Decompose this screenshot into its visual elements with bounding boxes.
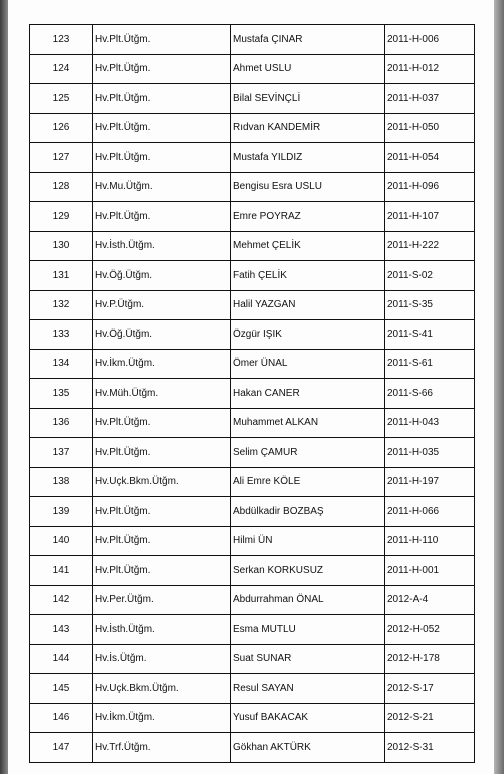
registry-number-cell: 2012-H-178 xyxy=(385,644,475,674)
table-row xyxy=(30,25,475,55)
rank-cell: Hv.İkm.Ütğm. xyxy=(93,349,231,379)
table-row xyxy=(30,556,475,586)
rank-cell: Hv.Uçk.Bkm.Ütğm. xyxy=(93,674,231,704)
name-cell: Gökhan AKTÜRK xyxy=(231,733,385,763)
name-cell: Özgür IŞIK xyxy=(231,320,385,350)
row-number-cell: 137 xyxy=(30,438,93,468)
table-row xyxy=(30,526,475,556)
name-cell: Serkan KORKUSUZ xyxy=(231,556,385,586)
document-page xyxy=(8,0,494,774)
registry-number-cell: 2011-S-61 xyxy=(385,349,475,379)
name-cell: Ahmet USLU xyxy=(231,54,385,84)
row-number-cell: 126 xyxy=(30,113,93,143)
name-cell: Fatih ÇELİK xyxy=(231,261,385,291)
rank-cell: Hv.Öğ.Ütğm. xyxy=(93,320,231,350)
rank-cell: Hv.P.Ütğm. xyxy=(93,290,231,320)
row-number-cell: 142 xyxy=(30,585,93,615)
rank-cell: Hv.İs.Ütğm. xyxy=(93,644,231,674)
table-row xyxy=(30,585,475,615)
rank-cell: Hv.Plt.Ütğm. xyxy=(93,556,231,586)
registry-number-cell: 2011-H-043 xyxy=(385,408,475,438)
rank-cell: Hv.İsth.Ütğm. xyxy=(93,615,231,645)
row-number-cell: 129 xyxy=(30,202,93,232)
name-cell: Esma MUTLU xyxy=(231,615,385,645)
rank-cell: Hv.Per.Ütğm. xyxy=(93,585,231,615)
table-row xyxy=(30,497,475,527)
registry-number-cell: 2011-H-001 xyxy=(385,556,475,586)
name-cell: Halil YAZGAN xyxy=(231,290,385,320)
row-number-cell: 128 xyxy=(30,172,93,202)
row-number-cell: 144 xyxy=(30,644,93,674)
row-number-cell: 124 xyxy=(30,54,93,84)
rank-cell: Hv.Plt.Ütğm. xyxy=(93,143,231,173)
personnel-table xyxy=(29,24,475,763)
table-row xyxy=(30,703,475,733)
name-cell: Bengisu Esra USLU xyxy=(231,172,385,202)
row-number-cell: 141 xyxy=(30,556,93,586)
registry-number-cell: 2011-H-197 xyxy=(385,467,475,497)
table-row xyxy=(30,674,475,704)
rank-cell: Hv.Öğ.Ütğm. xyxy=(93,261,231,291)
registry-number-cell: 2011-H-222 xyxy=(385,231,475,261)
rank-cell: Hv.Plt.Ütğm. xyxy=(93,54,231,84)
row-number-cell: 139 xyxy=(30,497,93,527)
row-number-cell: 136 xyxy=(30,408,93,438)
name-cell: Hilmi ÜN xyxy=(231,526,385,556)
table-row xyxy=(30,644,475,674)
rank-cell: Hv.Uçk.Bkm.Ütğm. xyxy=(93,467,231,497)
rank-cell: Hv.Plt.Ütğm. xyxy=(93,113,231,143)
name-cell: Ali Emre KÖLE xyxy=(231,467,385,497)
row-number-cell: 138 xyxy=(30,467,93,497)
rank-cell: Hv.Plt.Ütğm. xyxy=(93,84,231,114)
table-row xyxy=(30,261,475,291)
table-row xyxy=(30,379,475,409)
registry-number-cell: 2012-A-4 xyxy=(385,585,475,615)
name-cell: Emre POYRAZ xyxy=(231,202,385,232)
rank-cell: Hv.Mu.Ütğm. xyxy=(93,172,231,202)
table-row xyxy=(30,467,475,497)
row-number-cell: 145 xyxy=(30,674,93,704)
name-cell: Abdülkadir BOZBAŞ xyxy=(231,497,385,527)
registry-number-cell: 2011-H-096 xyxy=(385,172,475,202)
name-cell: Abdurrahman ÖNAL xyxy=(231,585,385,615)
name-cell: Mehmet ÇELİK xyxy=(231,231,385,261)
registry-number-cell: 2011-H-035 xyxy=(385,438,475,468)
registry-number-cell: 2011-H-054 xyxy=(385,143,475,173)
table-row xyxy=(30,408,475,438)
rank-cell: Hv.İkm.Ütğm. xyxy=(93,703,231,733)
registry-number-cell: 2011-H-006 xyxy=(385,25,475,55)
registry-number-cell: 2012-S-31 xyxy=(385,733,475,763)
name-cell: Selim ÇAMUR xyxy=(231,438,385,468)
name-cell: Resul SAYAN xyxy=(231,674,385,704)
registry-number-cell: 2011-H-107 xyxy=(385,202,475,232)
name-cell: Muhammet ALKAN xyxy=(231,408,385,438)
rank-cell: Hv.Plt.Ütğm. xyxy=(93,408,231,438)
table-row xyxy=(30,202,475,232)
table-row xyxy=(30,231,475,261)
registry-number-cell: 2011-S-02 xyxy=(385,261,475,291)
registry-number-cell: 2011-S-35 xyxy=(385,290,475,320)
table-row xyxy=(30,320,475,350)
rank-cell: Hv.Plt.Ütğm. xyxy=(93,25,231,55)
name-cell: Bilal SEVİNÇLİ xyxy=(231,84,385,114)
row-number-cell: 146 xyxy=(30,703,93,733)
rank-cell: Hv.İsth.Ütğm. xyxy=(93,231,231,261)
table-row xyxy=(30,290,475,320)
registry-number-cell: 2012-S-21 xyxy=(385,703,475,733)
name-cell: Suat SUNAR xyxy=(231,644,385,674)
row-number-cell: 133 xyxy=(30,320,93,350)
row-number-cell: 130 xyxy=(30,231,93,261)
registry-number-cell: 2012-S-17 xyxy=(385,674,475,704)
registry-number-cell: 2011-S-41 xyxy=(385,320,475,350)
table-row xyxy=(30,615,475,645)
name-cell: Rıdvan KANDEMİR xyxy=(231,113,385,143)
table-row xyxy=(30,84,475,114)
registry-number-cell: 2011-H-066 xyxy=(385,497,475,527)
table-row xyxy=(30,349,475,379)
row-number-cell: 135 xyxy=(30,379,93,409)
row-number-cell: 131 xyxy=(30,261,93,291)
table-row xyxy=(30,54,475,84)
table-row xyxy=(30,733,475,763)
row-number-cell: 132 xyxy=(30,290,93,320)
rank-cell: Hv.Plt.Ütğm. xyxy=(93,202,231,232)
row-number-cell: 127 xyxy=(30,143,93,173)
scan-left-edge xyxy=(0,0,8,774)
row-number-cell: 143 xyxy=(30,615,93,645)
rank-cell: Hv.Trf.Ütğm. xyxy=(93,733,231,763)
name-cell: Hakan CANER xyxy=(231,379,385,409)
row-number-cell: 134 xyxy=(30,349,93,379)
row-number-cell: 147 xyxy=(30,733,93,763)
name-cell: Mustafa YILDIZ xyxy=(231,143,385,173)
rank-cell: Hv.Müh.Ütğm. xyxy=(93,379,231,409)
registry-number-cell: 2011-S-66 xyxy=(385,379,475,409)
table-row xyxy=(30,113,475,143)
table-row xyxy=(30,172,475,202)
name-cell: Yusuf BAKACAK xyxy=(231,703,385,733)
rank-cell: Hv.Plt.Ütğm. xyxy=(93,526,231,556)
registry-number-cell: 2011-H-037 xyxy=(385,84,475,114)
table-row xyxy=(30,143,475,173)
rank-cell: Hv.Plt.Ütğm. xyxy=(93,497,231,527)
registry-number-cell: 2012-H-052 xyxy=(385,615,475,645)
name-cell: Mustafa ÇINAR xyxy=(231,25,385,55)
name-cell: Ömer ÜNAL xyxy=(231,349,385,379)
table-row xyxy=(30,438,475,468)
row-number-cell: 125 xyxy=(30,84,93,114)
registry-number-cell: 2011-H-050 xyxy=(385,113,475,143)
row-number-cell: 140 xyxy=(30,526,93,556)
registry-number-cell: 2011-H-012 xyxy=(385,54,475,84)
registry-number-cell: 2011-H-110 xyxy=(385,526,475,556)
row-number-cell: 123 xyxy=(30,25,93,55)
rank-cell: Hv.Plt.Ütğm. xyxy=(93,438,231,468)
personnel-table-body xyxy=(30,25,475,763)
scan-right-edge xyxy=(494,0,504,774)
